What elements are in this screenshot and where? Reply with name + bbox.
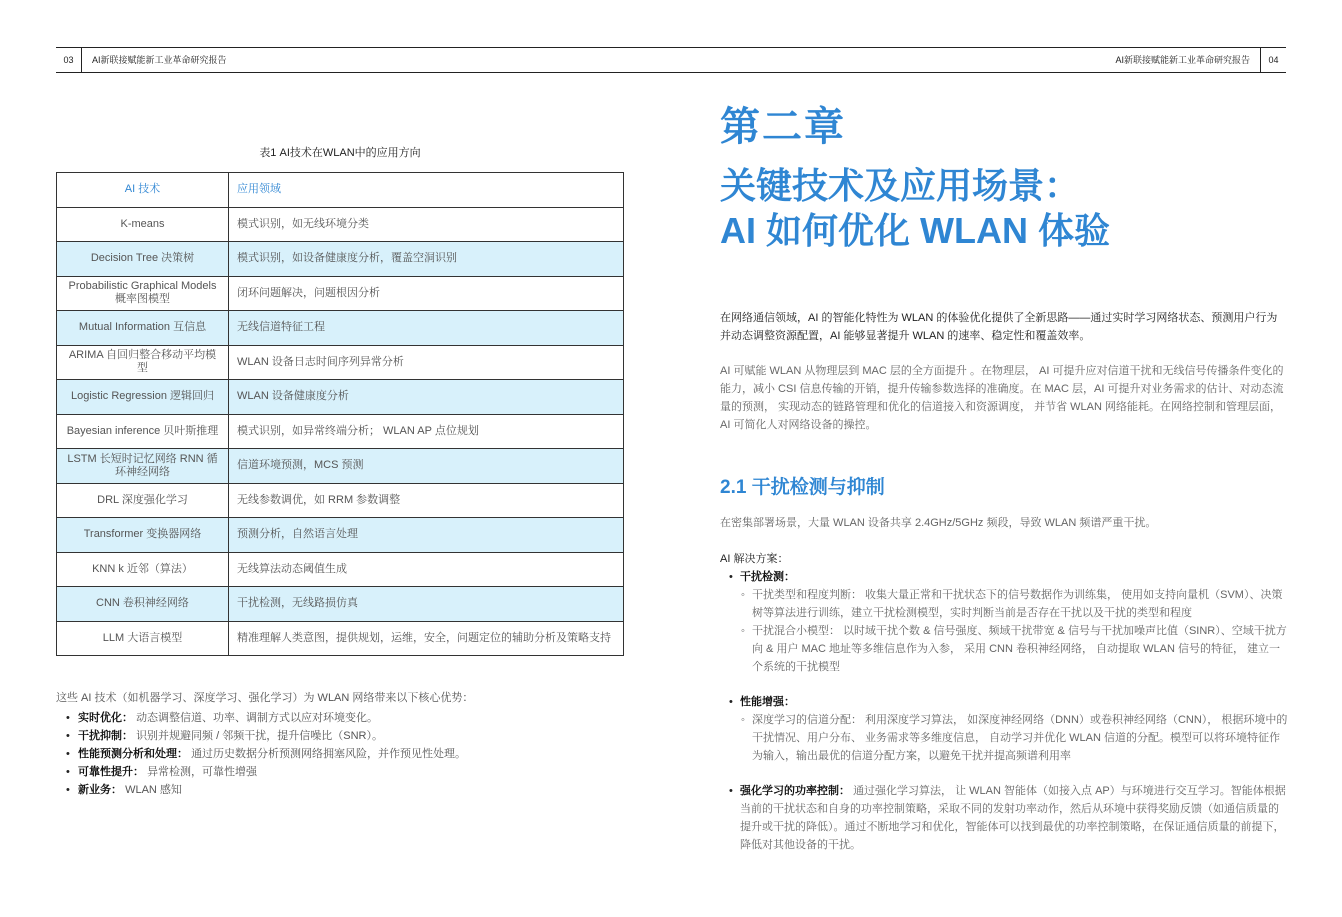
field-cell: 精准理解人类意图，提供规划，运维，安全，问题定位的辅助分析及策略支持 <box>229 621 624 656</box>
tech-cell: Mutual Information 互信息 <box>57 311 229 346</box>
table-row <box>57 483 624 518</box>
left-page-number: 03 <box>56 48 82 72</box>
tech-cell: KNN k 近邻（算法） <box>57 552 229 587</box>
list-item <box>66 745 636 763</box>
tech-cell: Decision Tree 决策树 <box>57 242 229 277</box>
tech-cell: LSTM 长短时记忆网络 RNN 循环神经网络 <box>57 449 229 484</box>
chapter-title <box>720 163 1110 253</box>
item-label: 可靠性提升： <box>78 766 144 778</box>
solution-block <box>720 550 1288 854</box>
field-cell: WLAN 设备日志时间序列异常分析 <box>229 345 624 380</box>
table-row <box>57 311 624 346</box>
bullet-power-control <box>720 782 1288 854</box>
item-text: 通过历史数据分析预测网络拥塞风险，并作预见性处理。 <box>191 748 467 760</box>
tech-cell: LLM 大语言模型 <box>57 621 229 656</box>
field-cell: 无线算法动态阈值生成 <box>229 552 624 587</box>
table-row <box>57 242 624 277</box>
table-row <box>57 380 624 415</box>
left-running-title: AI新联接赋能新工业革命研究报告 <box>92 55 227 65</box>
tech-cell: Probabilistic Graphical Models 概率图模型 <box>57 276 229 311</box>
field-cell: 预测分析，自然语言处理 <box>229 518 624 553</box>
sub-bullet: ◦ 干扰混合小模型： 以时域干扰个数 & 信号强度、频域干扰带宽 & 信号与干扰加噪声比值（SINR）、空域干扰方向 & 用户 MAC 地址等多维信息作为入参， 采用 CNN 卷积神经网络， 自动提取 WLAN 信号的特征， 建立一个系统的干扰模型 <box>720 622 1288 676</box>
sub-bullet: ◦ 干扰类型和程度判断： 收集大量正常和干扰状态下的信号数据作为训练集， 使用如支持向量机（SVM）、决策树等算法进行训练，建立干扰检测模型，实时判断当前是否存在干扰以及干扰的类型和程度 <box>720 586 1288 622</box>
field-cell: WLAN 设备健康度分析 <box>229 380 624 415</box>
advantages-lead: 这些 AI 技术（如机器学习、深度学习、强化学习）为 WLAN 网络带来以下核心优势： <box>56 692 474 704</box>
chapter-number: 第二章 <box>720 105 846 149</box>
bullet-performance-enhancement: • 性能增强： <box>720 693 1288 711</box>
right-page-number: 04 <box>1260 48 1286 72</box>
body-paragraph: AI 可赋能 WLAN 从物理层到 MAC 层的全方面提升 。在物理层， AI 可提升应对信道干扰和无线信号传播条件变化的能力，减小 CSI 信息传输的开销，提升传输参数选择的准确度。在 MAC 层，AI 可提升对业务需求的估计、对动态流量的预测， 实现动态的链路管理和优化的信道接入和资源调度， 并节省 WLAN 网络能耗。在网络控制和管理层面， AI 可简化人对网络设备的操控。 <box>720 365 1284 431</box>
intro-paragraph: 在网络通信领域，AI 的智能化特性为 WLAN 的体验优化提供了全新思路——通过实时学习网络状态、预测用户行为并动态调整资源配置，AI 能够显著提升 WLAN 的速率、稳定性和覆盖效率。 <box>720 312 1278 342</box>
field-cell: 信道环境预测，MCS 预测 <box>229 449 624 484</box>
item-text: 动态调整信道、功率、调制方式以应对环境变化。 <box>136 712 379 724</box>
tech-cell: Logistic Regression 逻辑回归 <box>57 380 229 415</box>
field-cell: 无线信道特征工程 <box>229 311 624 346</box>
bullet-interference-detection: • 干扰检测： <box>720 568 1288 586</box>
item-label: 性能预测分析和处理： <box>78 748 188 760</box>
list-item <box>66 763 636 781</box>
item-label: 干扰抑制： <box>78 730 133 742</box>
item-label: 新业务： <box>78 784 122 796</box>
header-cell-field: 应用领域 <box>229 173 624 208</box>
item-label: 实时优化： <box>78 712 133 724</box>
list-item <box>66 709 636 727</box>
chapter-title-line2: AI 如何优化 WLAN 体验 <box>720 210 1110 251</box>
table-row <box>57 449 624 484</box>
section-title: 2.1 干扰检测与抑制 <box>720 477 885 498</box>
table-row <box>57 276 624 311</box>
field-cell: 干扰检测，无线路损仿真 <box>229 587 624 622</box>
field-cell: 模式识别，如设备健康度分析，覆盖空洞识别 <box>229 242 624 277</box>
page-header <box>56 47 1286 73</box>
field-cell: 模式识别，如无线环境分类 <box>229 207 624 242</box>
table-header-row <box>57 173 624 208</box>
field-cell: 无线参数调优，如 RRM 参数调整 <box>229 483 624 518</box>
field-cell: 模式识别，如异常终端分析； WLAN AP 点位规划 <box>229 414 624 449</box>
field-cell: 闭环问题解决，问题根因分析 <box>229 276 624 311</box>
item-text: WLAN 感知 <box>125 784 182 796</box>
table-caption: 表1 AI技术在WLAN中的应用方向 <box>259 147 421 159</box>
tech-cell: Bayesian inference 贝叶斯推理 <box>57 414 229 449</box>
header-cell-tech: AI 技术 <box>57 173 229 208</box>
table-row <box>57 414 624 449</box>
table-row <box>57 587 624 622</box>
chapter-title-line1: 关键技术及应用场景： <box>720 165 1081 206</box>
table-row <box>57 207 624 242</box>
item-text: 识别并规避同频 / 邻频干扰，提升信噪比（SNR）。 <box>136 730 383 742</box>
bullet-label: 强化学习的功率控制： <box>740 785 850 797</box>
right-running-title: AI新联接赋能新工业革命研究报告 <box>1115 55 1250 65</box>
list-item <box>66 727 636 745</box>
ai-application-table <box>56 172 624 656</box>
advantages-block <box>56 689 636 799</box>
list-item <box>66 781 636 799</box>
advantages-list <box>56 709 636 799</box>
table-row <box>57 345 624 380</box>
tech-cell: K-means <box>57 207 229 242</box>
tech-cell: DRL 深度强化学习 <box>57 483 229 518</box>
tech-cell: CNN 卷积神经网络 <box>57 587 229 622</box>
table-row <box>57 518 624 553</box>
tech-cell: ARIMA 自回归整合移动平均模型 <box>57 345 229 380</box>
bullet-text: 通过强化学习算法， 让 WLAN 智能体（如接入点 AP）与环境进行交互学习。智能体根据当前的干扰状态和自身的功率控制策略，采取不同的发射功率动作，然后从环境中获得奖励反馈（如通信质量的提升或干扰的降低）。通过不断地学习和优化，智能体可以找到最优的功率控制策略，在保证通信质量的前提下，降低对其他设备的干扰。 <box>740 785 1286 851</box>
tech-cell: Transformer 变换器网络 <box>57 518 229 553</box>
solution-label: AI 解决方案： <box>720 553 789 565</box>
item-text: 异常检测，可靠性增强 <box>147 766 258 778</box>
sub-bullet: ◦ 深度学习的信道分配： 利用深度学习算法， 如深度神经网络（DNN）或卷积神经网络（CNN）， 根据环境中的干扰情况、用户分布、 业务需求等多维度信息， 自动学习并优化 WLAN 信道的分配。模型可以将环境特征作为输入，输出最优的信道分配方案，以避免干扰并提高频谱利用率 <box>720 711 1288 765</box>
section-intro: 在密集部署场景，大量 WLAN 设备共享 2.4GHz/5GHz 频段，导致 WLAN 频谱严重干扰。 <box>720 517 1157 529</box>
table-row <box>57 621 624 656</box>
table-row <box>57 552 624 587</box>
